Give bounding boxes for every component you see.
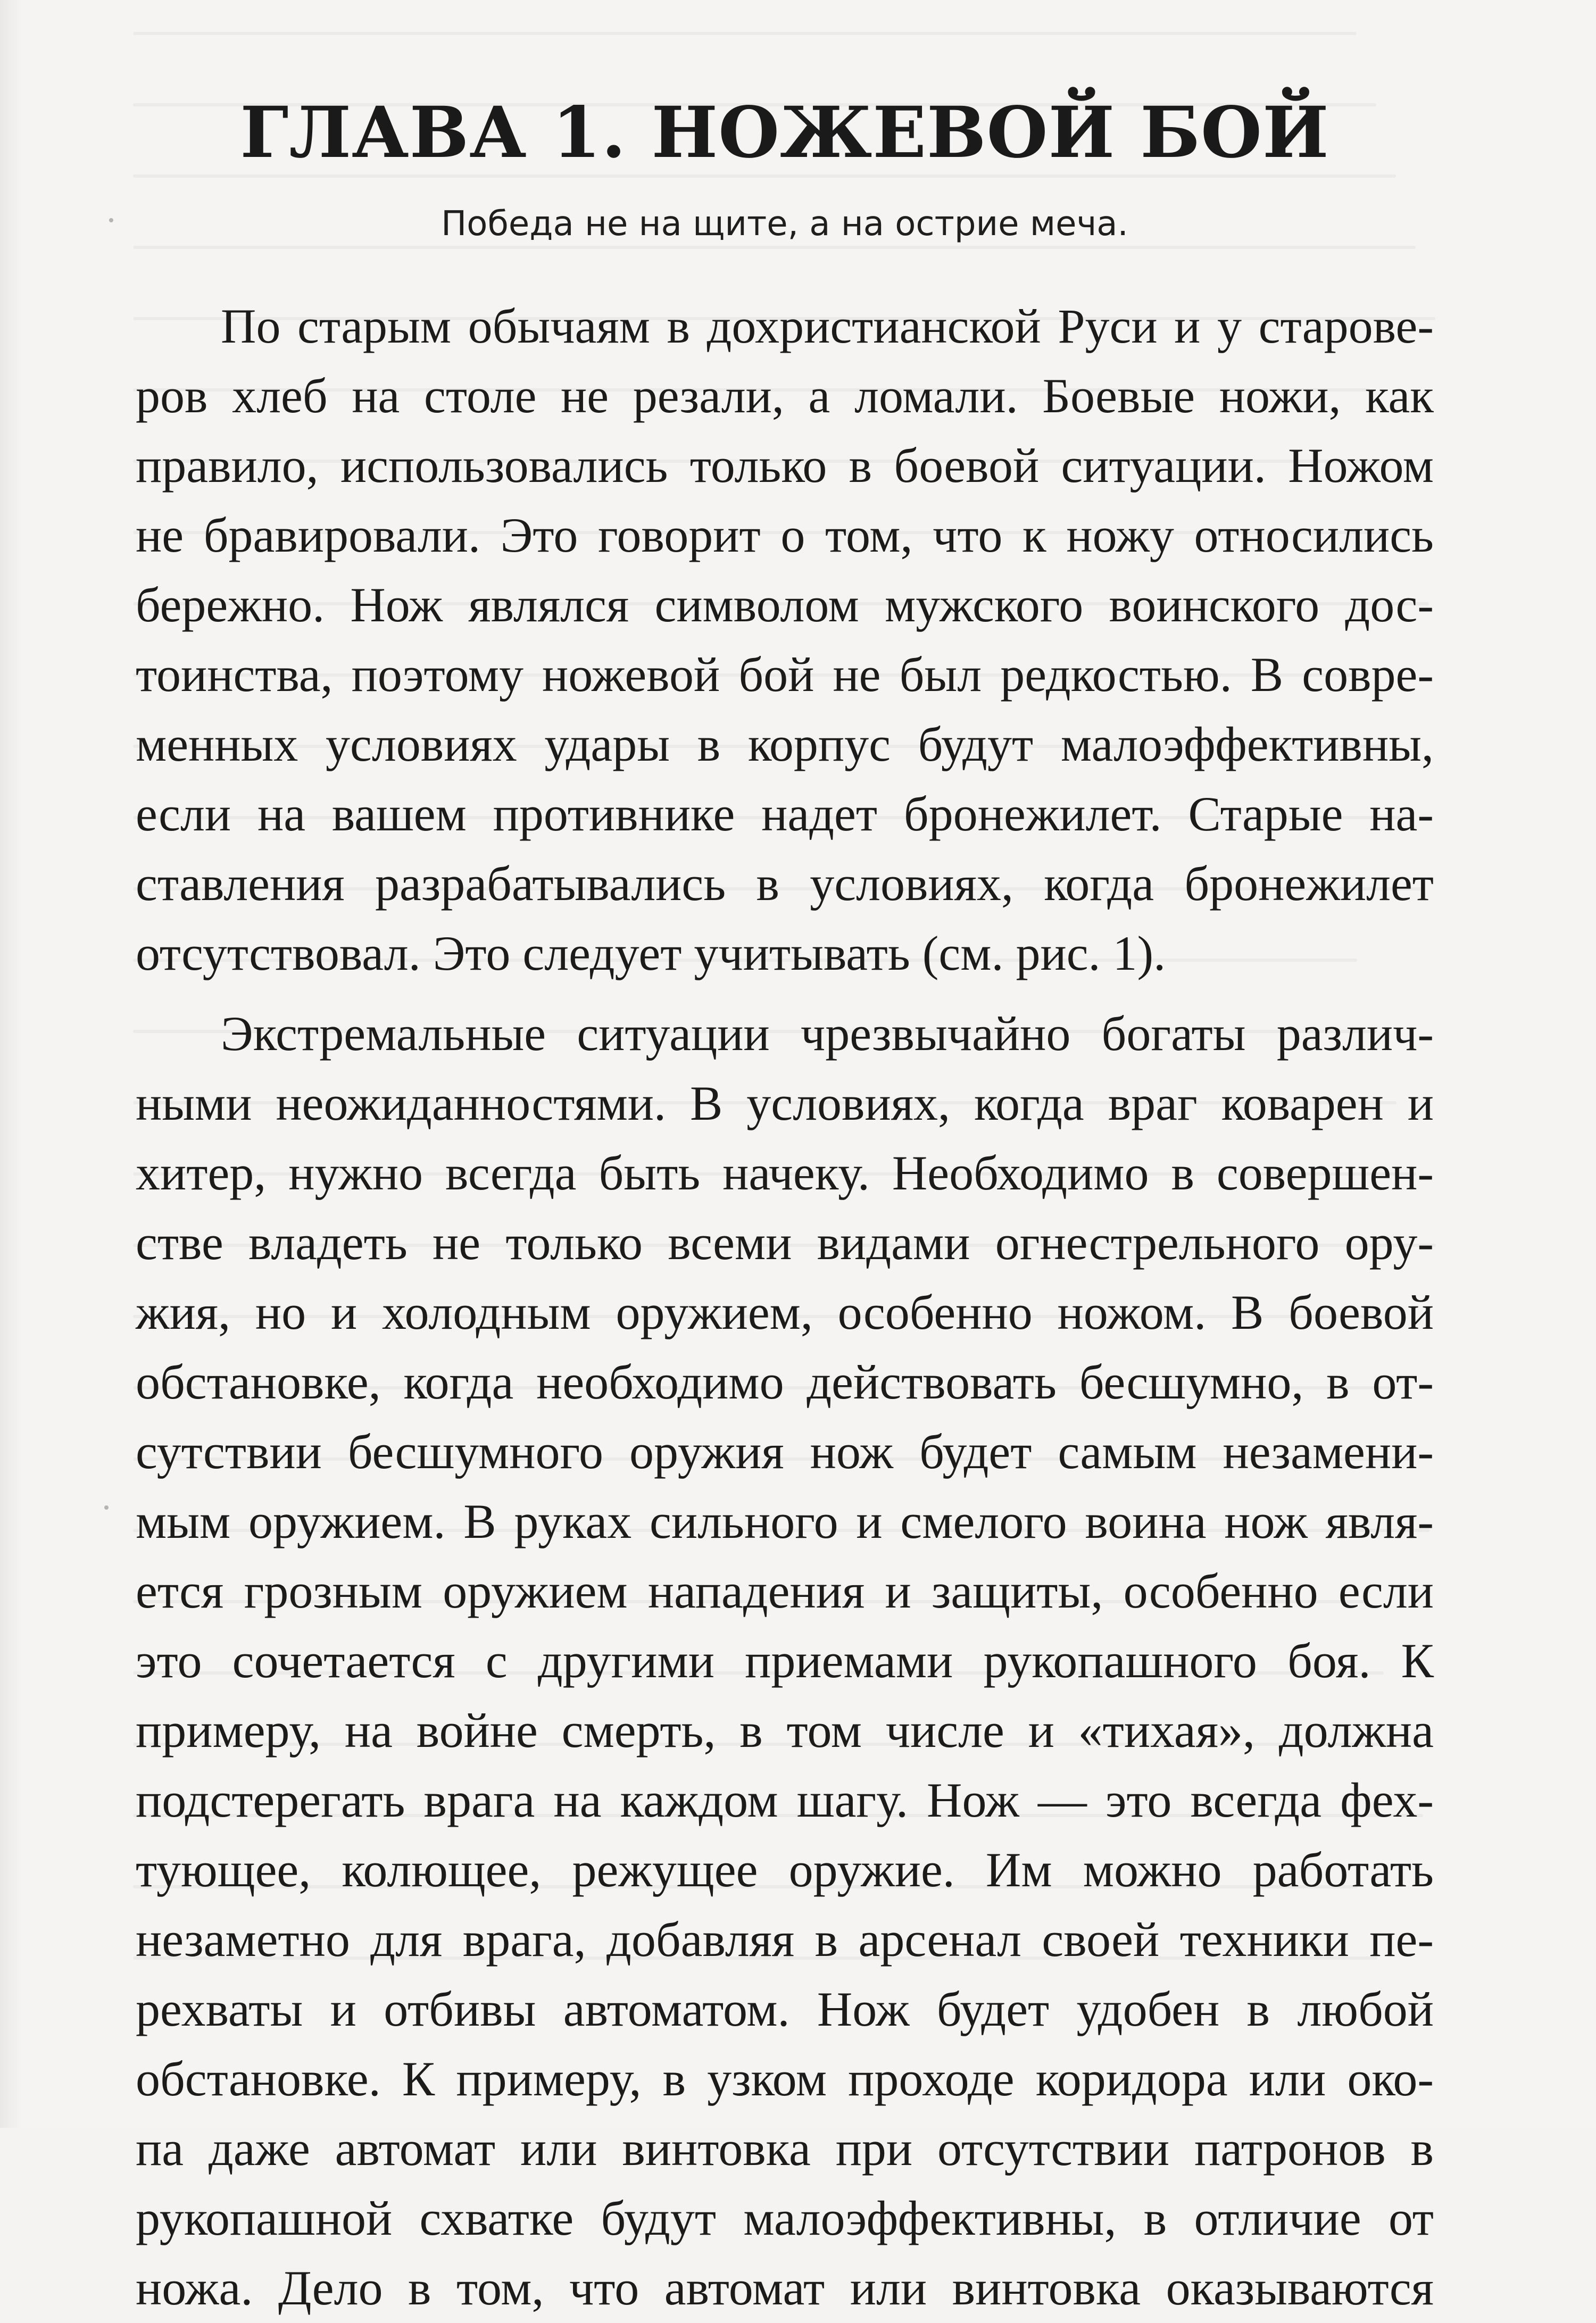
body-text <box>136 292 1434 2323</box>
text-line: ров хлеб на столе не резали, а ломали. Боевые ножи, как <box>136 369 1434 423</box>
text-line: Экстремальные ситуации чрезвычайно богаты различ- <box>221 1006 1434 1061</box>
bleed-through-line <box>133 32 1357 35</box>
text-line: ется грозным оружием нападения и защиты, особенно если <box>136 1564 1434 1618</box>
text-line: обстановке. К примеру, в узком проходе коридора или око- <box>136 2052 1434 2106</box>
text-line: тоинства, поэтому ножевой бой не был редкостью. В совре- <box>136 647 1434 702</box>
paper-speck <box>109 218 113 222</box>
text-line: примеру, на войне смерть, в том числе и «тихая», должна <box>136 1703 1434 1758</box>
text-line: бережно. Нож являлся символом мужского воинского дос- <box>136 578 1434 632</box>
text-line: отсутствовал. Это следует учитывать (см. рис. 1). <box>136 926 1166 980</box>
text-line: ножа. Дело в том, что автомат или винтовка оказываются <box>136 2261 1434 2315</box>
text-line: это сочетается с другими приемами рукопашного боя. К <box>136 1634 1434 1688</box>
epigraph: Победа не на щите, а на острие меча. <box>441 204 1128 244</box>
text-line: незаметно для врага, добавляя в арсенал своей техники пе- <box>136 1912 1434 1967</box>
text-line: па даже автомат или винтовка при отсутствии патронов в <box>136 2121 1434 2176</box>
paper-speck <box>104 1505 109 1510</box>
text-line: По старым обычаям в дохристианской Руси и у старове- <box>221 299 1434 353</box>
text-line: обстановке, когда необходимо действовать бесшумно, в от- <box>136 1355 1434 1409</box>
paragraph <box>136 999 1434 2323</box>
page-edge-shadow <box>0 0 21 2128</box>
text-line: жия, но и холодным оружием, особенно ножом. В боевой <box>136 1285 1434 1339</box>
text-line: ными неожиданностями. В условиях, когда враг коварен и <box>136 1076 1434 1130</box>
chapter-title: ГЛАВА 1. НОЖЕВОЙ БОЙ <box>240 91 1329 174</box>
text-line: мым оружием. В руках сильного и смелого воина нож явля- <box>136 1494 1434 1548</box>
text-line: если на вашем противнике надет бронежилет. Старые на- <box>136 787 1434 841</box>
text-line: ставления разрабатывались в условиях, когда бронежилет <box>136 856 1434 911</box>
text-line: правило, использовались только в боевой ситуации. Ножом <box>136 438 1434 493</box>
text-line: стве владеть не только всеми видами огнестрельного ору- <box>136 1215 1434 1270</box>
text-line: подстерегать врага на каждом шагу. Нож — это всегда фех- <box>136 1773 1434 1827</box>
paragraph <box>136 292 1434 988</box>
text-line: тующее, колющее, режущее оружие. Им можно работать <box>136 1843 1434 1897</box>
text-line: сутствии бесшумного оружия нож будет самым незамени- <box>136 1425 1434 1479</box>
text-line: не бравировали. Это говорит о том, что к ножу относились <box>136 508 1434 562</box>
text-line: хитер, нужно всегда быть начеку. Необходимо в совершен- <box>136 1146 1434 1200</box>
text-line: рукопашной схватке будут малоэффективны, в отличие от <box>136 2191 1434 2245</box>
text-line: рехваты и отбивы автоматом. Нож будет удобен в любой <box>136 1982 1434 2036</box>
text-line: менных условиях удары в корпус будут малоэффективны, <box>136 717 1434 771</box>
page-content <box>136 90 1434 2323</box>
